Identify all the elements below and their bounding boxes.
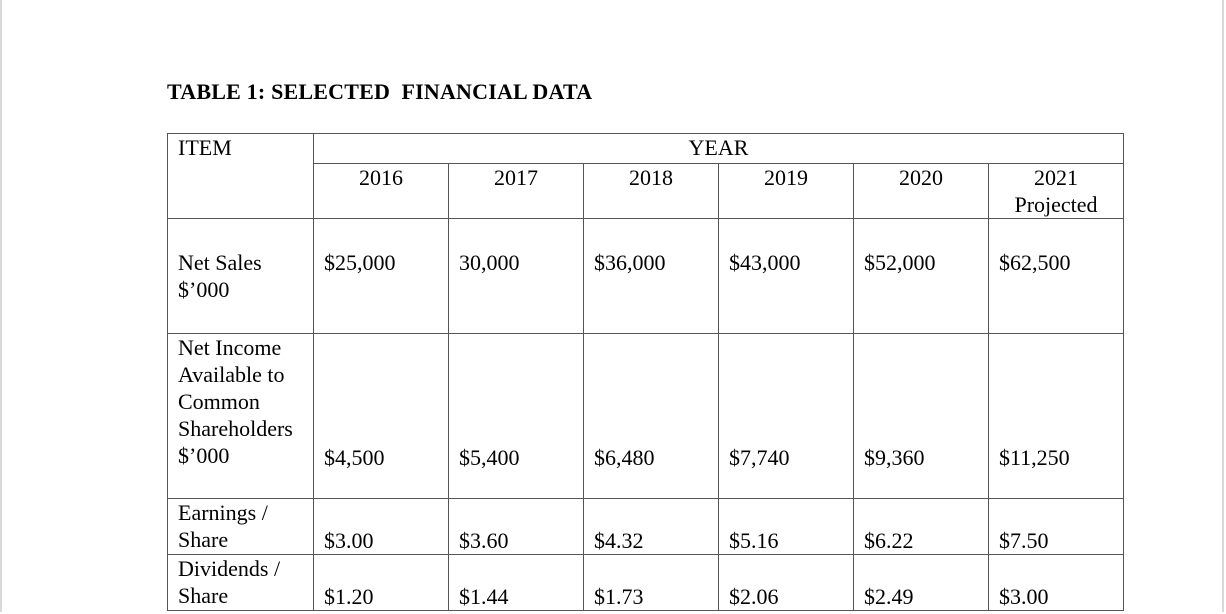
row-label-line: $’000 [178, 443, 230, 468]
year-2019: 2019 [719, 164, 854, 219]
table-cell: 30,000 [449, 219, 584, 334]
table-cell: $3.00 [989, 555, 1124, 611]
table-cell: $25,000 [314, 219, 449, 334]
row-label [168, 499, 314, 555]
item-header-label: ITEM [178, 135, 232, 160]
table-row-net-income [168, 334, 1124, 499]
table-cell: $5.16 [719, 499, 854, 555]
row-label-line: Share [178, 527, 229, 552]
year-header: YEAR [314, 134, 1124, 164]
table-row-earnings-per-share [168, 499, 1124, 555]
year-2021: 2021 [1034, 165, 1078, 190]
table-cell: $11,250 [989, 334, 1124, 499]
table-cell: $4.32 [584, 499, 719, 555]
row-label-line: Net Income [178, 335, 282, 360]
table-cell: $2.06 [719, 555, 854, 611]
row-label-line: $’000 [178, 277, 230, 302]
table-cell: $4,500 [314, 334, 449, 499]
item-header [168, 134, 314, 219]
row-label [168, 219, 314, 334]
table-cell: $7.50 [989, 499, 1124, 555]
table-cell: $7,740 [719, 334, 854, 499]
table-cell: $3.00 [314, 499, 449, 555]
row-label [168, 334, 314, 499]
financial-data-table [167, 133, 1124, 611]
table-cell: $36,000 [584, 219, 719, 334]
row-label-line: Dividends / [178, 556, 281, 581]
table-row-dividends-per-share [168, 555, 1124, 611]
table-cell: $1.20 [314, 555, 449, 611]
year-2020: 2020 [854, 164, 989, 219]
table-cell: $43,000 [719, 219, 854, 334]
table-cell: $5,400 [449, 334, 584, 499]
year-2018: 2018 [584, 164, 719, 219]
year-2021-projected [989, 164, 1124, 219]
table-row-net-sales [168, 219, 1124, 334]
row-label-line: Available to [178, 362, 285, 387]
table-cell: $6.22 [854, 499, 989, 555]
table-cell: $9,360 [854, 334, 989, 499]
table-cell: $2.49 [854, 555, 989, 611]
table-cell: $1.44 [449, 555, 584, 611]
table-cell: $62,500 [989, 219, 1124, 334]
row-label-line: Net Sales [178, 250, 262, 275]
row-label-line: Common [178, 389, 260, 414]
year-2016: 2016 [314, 164, 449, 219]
table-cell: $6,480 [584, 334, 719, 499]
table-cell: $3.60 [449, 499, 584, 555]
row-label-line: Share [178, 583, 229, 608]
table-title: TABLE 1: SELECTED FINANCIAL DATA [167, 79, 593, 104]
projected-label: Projected [1014, 192, 1098, 217]
table-cell: $52,000 [854, 219, 989, 334]
row-label [168, 555, 314, 611]
table-cell: $1.73 [584, 555, 719, 611]
row-label-line: Shareholders [178, 416, 293, 441]
header-row-year [168, 134, 1124, 164]
row-label-line: Earnings / [178, 500, 268, 525]
year-2017: 2017 [449, 164, 584, 219]
